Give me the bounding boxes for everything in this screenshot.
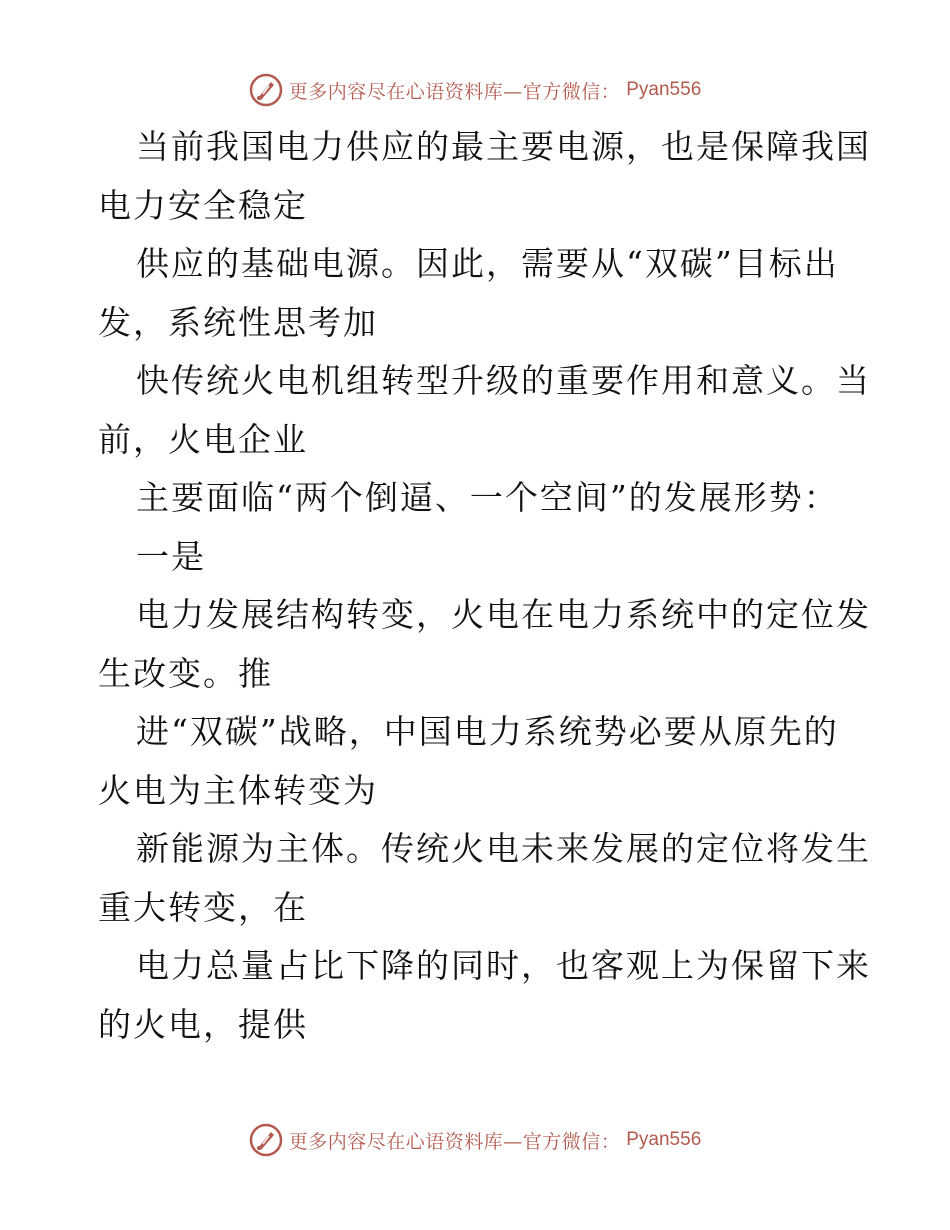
text-line: 发，系统性思考加 (98, 302, 378, 342)
watermark-wechat-id: Pyan556 (626, 79, 702, 100)
text-line: 生改变。推 (98, 653, 273, 693)
text-line: 快传统火电机组转型升级的重要作用和意义。当 (136, 361, 871, 400)
text-line: 电力安全稳定 (98, 185, 308, 225)
text-line: 电力总量占比下降的同时，也客观上为保留下来 (136, 946, 871, 985)
text-line: 主要面临“两个倒逼、一个空间”的发展形势： (136, 478, 839, 517)
header-watermark (0, 70, 950, 110)
text-line: 火电为主体转变为 (98, 770, 378, 810)
text-line: 的火电，提供 (98, 1004, 308, 1044)
watermark-text: 更多内容尽在心语资料库—官方微信： (288, 80, 621, 103)
quill-pen-logo-icon (249, 73, 283, 107)
watermark-wechat-id: Pyan556 (626, 1129, 702, 1150)
text-line: 供应的基础电源。因此，需要从“双碳”目标出 (136, 244, 839, 283)
watermark-text: 更多内容尽在心语资料库—官方微信： (288, 1130, 621, 1153)
quill-pen-logo-icon (249, 1123, 283, 1157)
text-line: 重大转变，在 (98, 887, 308, 927)
document-body (98, 118, 871, 1054)
text-line: 当前我国电力供应的最主要电源，也是保障我国 (136, 127, 871, 166)
text-line: 前，火电企业 (98, 419, 308, 459)
text-line: 进“双碳”战略，中国电力系统势必要从原先的 (136, 712, 839, 751)
text-line: 新能源为主体。传统火电未来发展的定位将发生 (136, 829, 871, 868)
footer-watermark (0, 1120, 950, 1160)
text-line: 一是 (136, 536, 206, 576)
text-line: 电力发展结构转变，火电在电力系统中的定位发 (136, 595, 871, 634)
